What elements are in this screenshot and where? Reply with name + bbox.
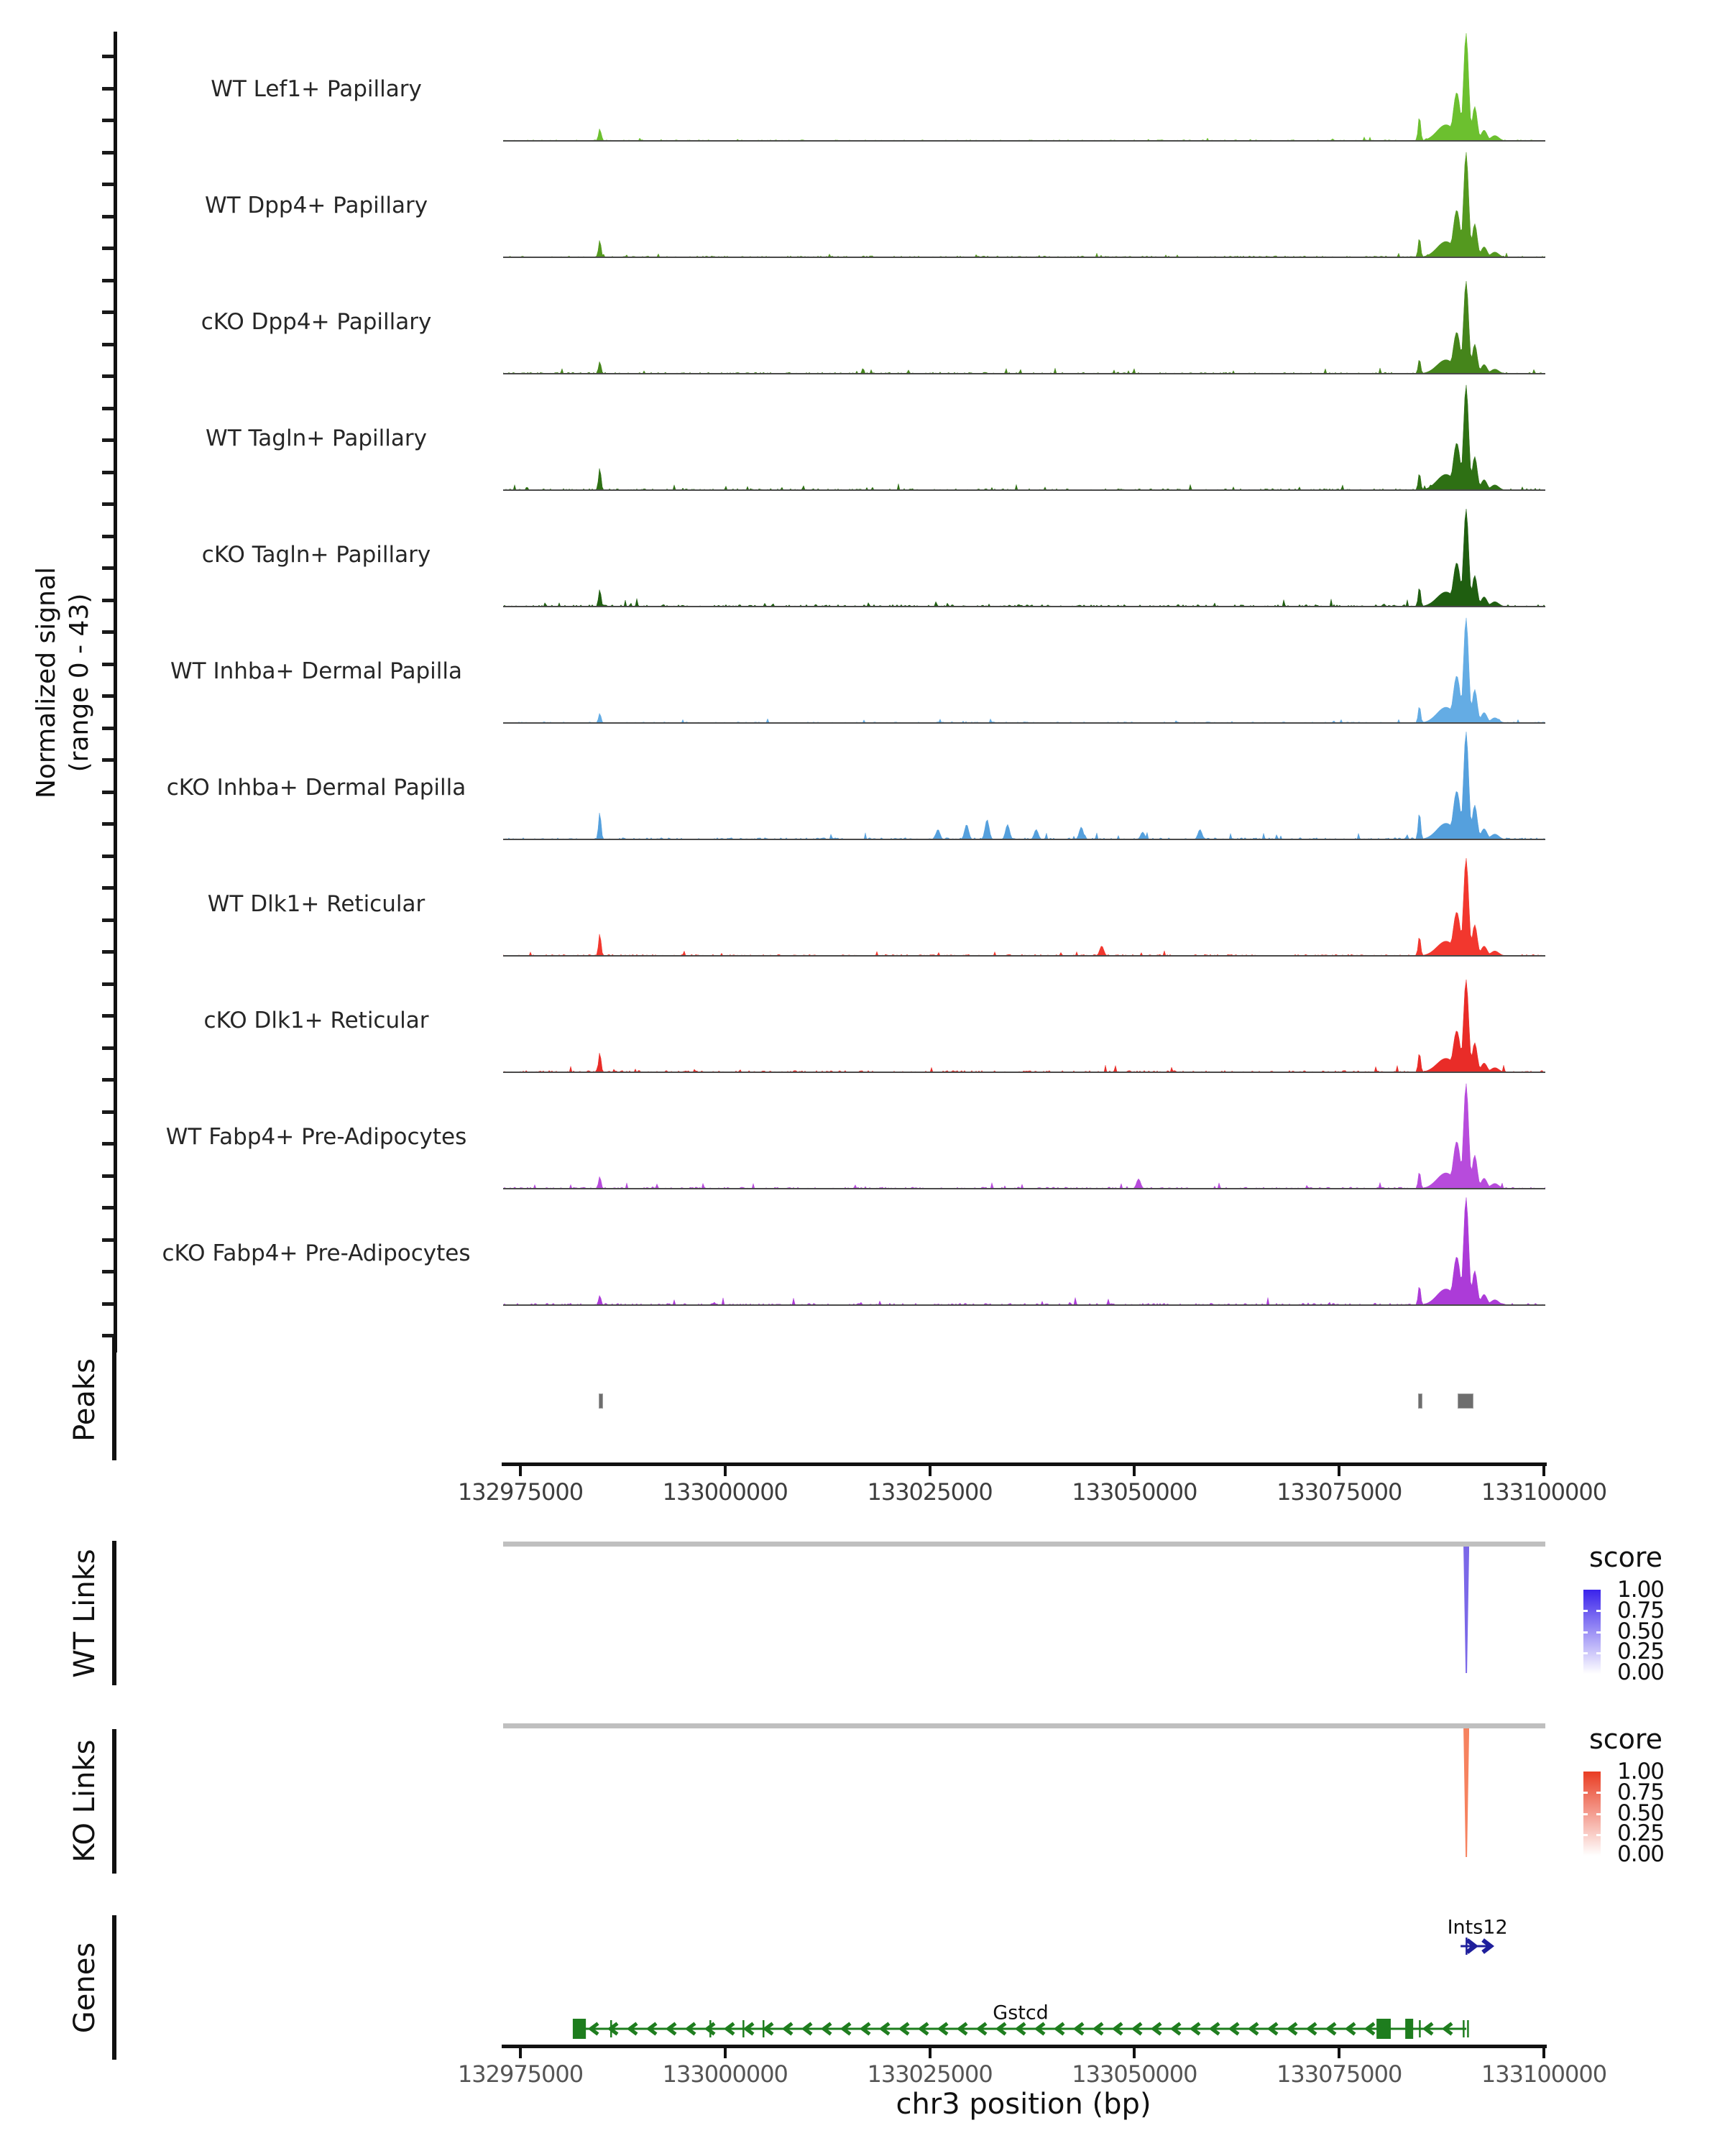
- x-axis-tick-label: 133025000: [867, 1478, 993, 1506]
- wt-legend-tick-label: 0.50: [1617, 1618, 1665, 1644]
- ko-links-section-label: KO Links: [68, 1739, 101, 1863]
- wt-legend-tick-label: 0.75: [1617, 1597, 1665, 1623]
- signal-axis-tick: [102, 630, 114, 634]
- signal-axis-tick: [102, 374, 114, 378]
- track-signal: [503, 1196, 1545, 1305]
- peaks-section-label: Peaks: [68, 1358, 101, 1442]
- signal-axis-tick: [102, 1078, 114, 1082]
- ko-legend-bar-tick: [1596, 1834, 1601, 1836]
- wt-legend-bar-tick: [1596, 1652, 1601, 1654]
- x-axis-tick: [1542, 2048, 1545, 2058]
- signal-y-axis-title: [30, 567, 96, 798]
- signal-area: [503, 618, 1545, 723]
- track-baseline: [503, 1188, 1545, 1189]
- signal-axis-tick: [102, 1014, 114, 1018]
- x-axis-tick: [1133, 2048, 1136, 2058]
- signal-axis-tick: [102, 215, 114, 218]
- signal-axis-tick: [102, 343, 114, 346]
- signal-axis-tick: [102, 119, 114, 122]
- signal-axis-tick: [102, 502, 114, 506]
- x-axis-title: chr3 position (bp): [896, 2088, 1151, 2121]
- ko-legend-bar-tick: [1596, 1792, 1601, 1794]
- track-signal: [503, 847, 1545, 956]
- x-axis-tick-label: 133000000: [662, 2060, 788, 2088]
- link-line: [1463, 1728, 1469, 1857]
- track-baseline: [503, 955, 1545, 957]
- signal-area: [503, 152, 1545, 257]
- signal-axis-tick: [102, 1046, 114, 1050]
- wt-legend-tick-label: 0.25: [1617, 1639, 1665, 1665]
- signal-axis-tick: [102, 854, 114, 858]
- x-axis-tick: [724, 2048, 727, 2058]
- wt-legend-bar-tick: [1583, 1652, 1588, 1654]
- track-signal: [503, 730, 1545, 839]
- track-baseline: [503, 839, 1545, 840]
- ko-legend-tick-label: 0.75: [1617, 1779, 1665, 1805]
- gene-label-ints12: Ints12: [1447, 1916, 1508, 1939]
- signal-area: [503, 385, 1545, 490]
- gene-glyph-ints12: [1438, 1935, 1531, 1961]
- wt-legend-bar-tick: [1583, 1631, 1588, 1634]
- track-signal: [503, 963, 1545, 1072]
- signal-area: [503, 1197, 1545, 1305]
- link-line: [1463, 1547, 1469, 1673]
- x-axis-tick-label: 133075000: [1276, 1478, 1402, 1506]
- signal-area: [503, 858, 1545, 956]
- wt-legend-tick-label: 1.00: [1617, 1577, 1665, 1603]
- exon-tick: [1419, 2020, 1421, 2037]
- x-axis-tick-label: 133050000: [1072, 1478, 1197, 1506]
- x-axis-tick-label: 133100000: [1481, 2060, 1607, 2088]
- ko-legend-tick-label: 0.00: [1617, 1841, 1665, 1868]
- signal-axis-tick: [102, 663, 114, 666]
- signal-area: [503, 732, 1545, 839]
- signal-axis-tick: [102, 279, 114, 282]
- track-label: cKO Dlk1+ Reticular: [203, 1008, 429, 1033]
- x-axis-tick-label: 132975000: [457, 2060, 584, 2088]
- ko-legend-bar-tick: [1583, 1834, 1588, 1836]
- signal-axis-tick: [102, 407, 114, 410]
- signal-axis-tick: [102, 918, 114, 922]
- signal-axis-tick: [102, 886, 114, 890]
- track-label: WT Dpp4+ Papillary: [204, 193, 428, 218]
- track-baseline: [503, 1304, 1545, 1306]
- signal-axis-tick: [102, 950, 114, 954]
- x-axis-tick: [519, 2048, 522, 2058]
- signal-axis-tick: [102, 151, 114, 155]
- signal-area: [503, 281, 1545, 374]
- ko-links-baseline: [503, 1723, 1545, 1728]
- signal-area: [503, 33, 1545, 141]
- track-label: cKO Tagln+ Papillary: [201, 542, 431, 568]
- x-axis-tick: [1338, 2048, 1340, 2058]
- wt-links-section-label: WT Links: [68, 1549, 101, 1678]
- signal-axis-tick: [102, 982, 114, 986]
- ko-legend-bar-tick: [1583, 1813, 1588, 1815]
- x-axis-tick-label: 133075000: [1276, 2060, 1402, 2088]
- peaks-section-bar: [112, 1335, 116, 1460]
- signal-axis-tick: [102, 183, 114, 186]
- signal-area: [503, 509, 1545, 607]
- ko-links-legend-title: score: [1588, 1723, 1663, 1755]
- track-label: cKO Fabp4+ Pre-Adipocytes: [162, 1240, 471, 1266]
- ko-links-section-bar: [112, 1729, 116, 1874]
- exon-box: [1376, 2019, 1391, 2039]
- track-label: WT Lef1+ Papillary: [211, 76, 422, 102]
- exon-tick: [1463, 2020, 1465, 2037]
- track-label: WT Tagln+ Papillary: [206, 425, 427, 451]
- peak-region: [599, 1393, 603, 1409]
- signal-axis-tick: [102, 599, 114, 602]
- signal-axis-tick: [102, 1334, 114, 1337]
- signal-area: [503, 1084, 1545, 1189]
- peaks-x-axis-line: [502, 1462, 1547, 1466]
- track-baseline: [503, 606, 1545, 607]
- ko-legend-tick-label: 1.00: [1617, 1759, 1665, 1784]
- signal-y-axis-title-line2: (range 0 - 43): [65, 593, 94, 773]
- signal-axis-tick: [102, 535, 114, 538]
- track-baseline: [503, 140, 1545, 142]
- signal-y-axis-title-line1: Normalized signal: [32, 566, 61, 799]
- wt-legend-bar-tick: [1596, 1610, 1601, 1612]
- track-label: WT Fabp4+ Pre-Adipocytes: [165, 1124, 467, 1150]
- signal-axis-tick: [102, 1206, 114, 1210]
- signal-axis-tick: [102, 438, 114, 442]
- ko-legend-bar-tick: [1596, 1813, 1601, 1815]
- track-baseline: [503, 489, 1545, 491]
- signal-axis-tick: [102, 694, 114, 698]
- genes-section-bar: [112, 1915, 116, 2060]
- exon-box: [1405, 2019, 1413, 2039]
- x-axis-tick-label: 133000000: [662, 1478, 788, 1506]
- wt-legend-bar-tick: [1583, 1610, 1588, 1612]
- signal-area: [503, 980, 1545, 1072]
- signal-axis-tick: [102, 1110, 114, 1114]
- track-signal: [503, 497, 1545, 607]
- track-label: WT Dlk1+ Reticular: [207, 891, 426, 917]
- track-signal: [503, 32, 1545, 141]
- track-signal: [503, 614, 1545, 723]
- signal-axis-tick: [102, 1174, 114, 1178]
- signal-axis-tick: [102, 471, 114, 474]
- exon-box: [573, 2019, 586, 2039]
- track-label: cKO Inhba+ Dermal Papilla: [166, 775, 466, 801]
- signal-axis-tick: [102, 822, 114, 826]
- genes-section-label: Genes: [68, 1942, 101, 2034]
- track-signal: [503, 1079, 1545, 1189]
- track-signal: [503, 381, 1545, 490]
- x-axis-tick: [1338, 1466, 1340, 1476]
- gene-label-gstcd: Gstcd: [993, 2001, 1049, 2024]
- signal-axis-tick: [102, 727, 114, 730]
- wt-legend-bar-tick: [1596, 1631, 1601, 1634]
- signal-axis-tick: [102, 247, 114, 250]
- ko-legend-tick-label: 0.50: [1617, 1800, 1665, 1826]
- signal-axis-tick: [102, 1142, 114, 1146]
- x-axis-tick: [1133, 1466, 1136, 1476]
- track-baseline: [503, 373, 1545, 374]
- signal-axis-tick: [102, 1238, 114, 1242]
- ko-legend-tick-label: 0.25: [1617, 1820, 1665, 1847]
- peak-region: [1418, 1393, 1422, 1409]
- x-axis-tick-label: 133050000: [1072, 2060, 1197, 2088]
- wt-links-legend-title: score: [1588, 1542, 1663, 1573]
- signal-axis-tick: [102, 566, 114, 570]
- track-signal: [503, 264, 1545, 374]
- x-axis-tick: [1542, 1466, 1545, 1476]
- x-axis-tick-label: 133100000: [1481, 1478, 1607, 1506]
- signal-axis-tick: [102, 87, 114, 91]
- x-axis-tick: [519, 1466, 522, 1476]
- track-label: WT Inhba+ Dermal Papilla: [170, 658, 462, 684]
- wt-links-baseline: [503, 1542, 1545, 1547]
- wt-legend-tick-label: 0.00: [1617, 1659, 1665, 1686]
- ko-legend-bar-tick: [1583, 1792, 1588, 1794]
- track-baseline: [503, 1072, 1545, 1073]
- wt-links-section-bar: [112, 1541, 116, 1685]
- exon-tick: [1467, 2020, 1469, 2037]
- signal-y-axis-line: [114, 32, 117, 1353]
- x-axis-tick: [929, 1466, 932, 1476]
- signal-axis-tick: [102, 55, 114, 58]
- signal-axis-tick: [102, 1270, 114, 1273]
- x-axis-tick: [929, 2048, 932, 2058]
- x-axis-tick: [724, 1466, 727, 1476]
- track-signal: [503, 148, 1545, 257]
- signal-axis-tick: [102, 758, 114, 762]
- x-axis-tick-label: 132975000: [457, 1478, 584, 1506]
- signal-axis-tick: [102, 310, 114, 314]
- track-baseline: [503, 257, 1545, 258]
- peak-region: [1458, 1393, 1473, 1409]
- signal-axis-tick: [102, 791, 114, 794]
- signal-axis-tick: [102, 1302, 114, 1306]
- track-label: cKO Dpp4+ Papillary: [201, 309, 432, 335]
- x-axis-tick-label: 133025000: [867, 2060, 993, 2088]
- track-baseline: [503, 722, 1545, 724]
